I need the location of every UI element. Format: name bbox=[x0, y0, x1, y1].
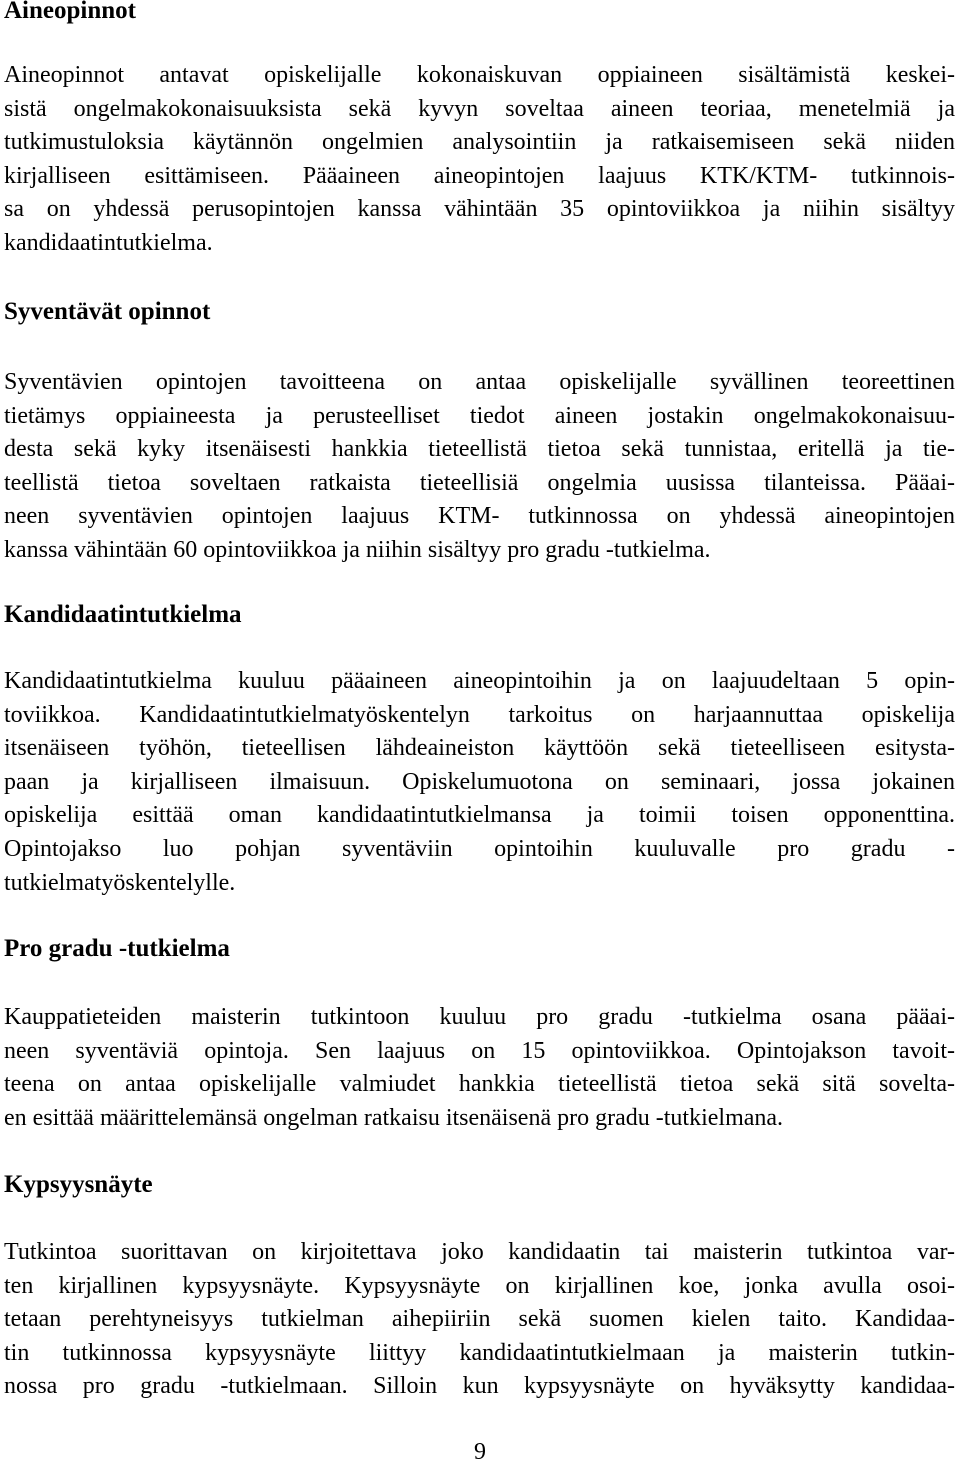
text-line: opiskelija esittää oman kandidaatintutkielmansa ja toimii toisen opponenttina. bbox=[4, 802, 955, 829]
text-line: Tutkintoa suorittavan on kirjoitettava joko kandidaatin tai maisterin tutkintoa var- bbox=[4, 1239, 955, 1265]
text-line: en esittää määrittelemänsä ongelman ratkaisu itsenäisenä pro gradu -tutkielmana. bbox=[4, 1104, 784, 1131]
heading-aineopinnot: Aineopinnot bbox=[4, 0, 136, 24]
text-line: Kauppatieteiden maisterin tutkintoon kuuluu pro gradu -tutkielma osana pääai- bbox=[4, 1004, 955, 1030]
paragraph-aineopinnot bbox=[4, 59, 955, 261]
heading-kypsyysnayte: Kypsyysnäyte bbox=[4, 1171, 153, 1198]
text-line: tutkimustuloksia käytännön ongelmien analysointiin ja ratkaisemiseen sekä niiden bbox=[4, 129, 955, 156]
paragraph-pro-gradu-tutkielma bbox=[4, 1001, 955, 1135]
text-line: paan ja kirjalliseen ilmaisuun. Opiskelumuotona on seminaari, jossa jokainen bbox=[4, 768, 955, 795]
text-line: tietämys oppiaineesta ja perusteelliset tiedot aineen jostakin ongelmakokonaisuu- bbox=[4, 402, 955, 429]
text-line: kirjalliseen esittämiseen. Pääaineen aineopintojen laajuus KTK/KTM- tutkinnois- bbox=[4, 162, 955, 189]
text-line: sistä ongelmakokonaisuuksista sekä kyvyn soveltaa aineen teoriaa, menetelmiä ja bbox=[4, 95, 955, 122]
text-line: sa on yhdessä perusopintojen kanssa vähintään 35 opintoviikkoa ja niihin sisältyy bbox=[4, 196, 955, 223]
text-line: kandidaatintutkielma. bbox=[4, 229, 213, 256]
text-line: Syventävien opintojen tavoitteena on antaa opiskelijalle syvällinen teoreettinen bbox=[4, 369, 955, 395]
text-line: teellistä tietoa soveltaen ratkaista tieteellisiä ongelmia uusissa tilanteissa. Pääai- bbox=[4, 469, 955, 496]
text-line: teena on antaa opiskelijalle valmiudet hankkia tieteellistä tietoa sekä sitä sovelta- bbox=[4, 1071, 955, 1098]
text-line: ten kirjallinen kypsyysnäyte. Kypsyysnäyte on kirjallinen koe, jonka avulla osoi- bbox=[4, 1272, 955, 1299]
text-line: Opintojakso luo pohjan syventäviin opintoihin kuuluvalle pro gradu - bbox=[4, 835, 955, 862]
text-line: tetaan perehtyneisyys tutkielman aihepiiriin sekä suomen kielen taito. Kandidaa- bbox=[4, 1306, 955, 1333]
text-line: Aineopinnot antavat opiskelijalle kokonaiskuvan oppiaineen sisältämistä keskei- bbox=[4, 62, 955, 88]
heading-pro-gradu-tutkielma: Pro gradu -tutkielma bbox=[4, 935, 230, 962]
heading-kandidaatintutkielma: Kandidaatintutkielma bbox=[4, 601, 242, 628]
text-line: desta sekä kyky itsenäisesti hankkia tieteellistä tietoa sekä tunnistaa, eritellä ja tie- bbox=[4, 436, 955, 463]
text-line: toviikkoa. Kandidaatintutkielmatyöskentelyn tarkoitus on harjaannuttaa opiskelija bbox=[4, 701, 955, 728]
text-line: tutkielmatyöskentelylle. bbox=[4, 869, 236, 896]
paragraph-syventavat-opinnot bbox=[4, 366, 955, 568]
text-line: neen syventävien opintojen laajuus KTM- tutkinnossa on yhdessä aineopintojen bbox=[4, 503, 955, 530]
text-line: kanssa vähintään 60 opintoviikkoa ja niihin sisältyy pro gradu -tutkielma. bbox=[4, 536, 711, 563]
text-line: neen syventäviä opintoja. Sen laajuus on 15 opintoviikkoa. Opintojakson tavoit- bbox=[4, 1037, 955, 1064]
text-line: Kandidaatintutkielma kuuluu pääaineen aineopintoihin ja on laajuudeltaan 5 opin- bbox=[4, 668, 955, 694]
heading-syventavat-opinnot: Syventävät opinnot bbox=[4, 298, 211, 325]
paragraph-kandidaatintutkielma bbox=[4, 665, 955, 900]
page-number: 9 bbox=[474, 1439, 486, 1465]
paragraph-kypsyysnayte bbox=[4, 1236, 955, 1404]
text-line: itsenäiseen työhön, tieteellisen lähdeaineiston käyttöön sekä tieteelliseen esitysta- bbox=[4, 735, 955, 762]
text-line: tin tutkinnossa kypsyysnäyte liittyy kandidaatintutkielmaan ja maisterin tutkin- bbox=[4, 1339, 955, 1366]
text-line: nossa pro gradu -tutkielmaan. Silloin kun kypsyysnäyte on hyväksytty kandidaa- bbox=[4, 1373, 955, 1400]
